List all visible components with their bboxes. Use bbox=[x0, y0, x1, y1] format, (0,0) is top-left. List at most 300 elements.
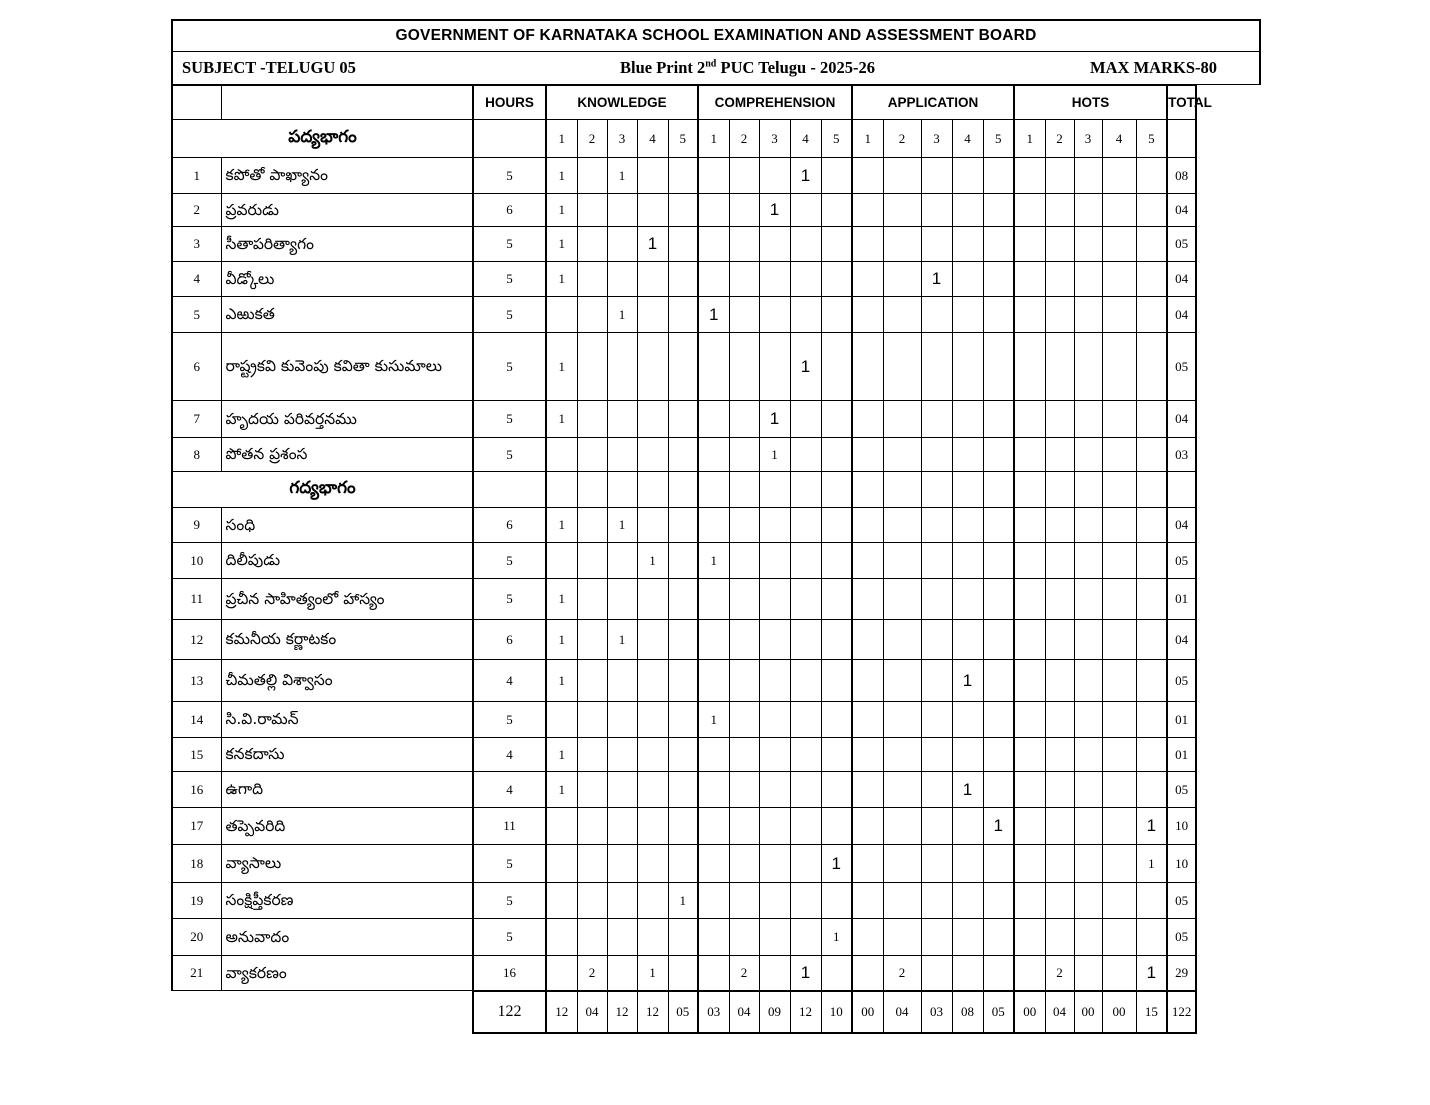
column-total: 00 bbox=[1074, 991, 1102, 1033]
mark-cell bbox=[577, 508, 607, 543]
mark-cell bbox=[668, 401, 698, 438]
mark-cell bbox=[1014, 333, 1045, 401]
mark-cell bbox=[729, 158, 759, 194]
mark-cell bbox=[1136, 919, 1167, 956]
blank-cell bbox=[983, 472, 1014, 508]
mark-number: 5 bbox=[821, 120, 852, 158]
mark-cell bbox=[668, 438, 698, 472]
hours-value: 11 bbox=[473, 808, 546, 845]
mark-cell bbox=[852, 808, 883, 845]
mark-cell bbox=[790, 401, 821, 438]
mark-cell bbox=[577, 401, 607, 438]
mark-cell bbox=[1074, 956, 1102, 991]
mark-cell bbox=[1136, 956, 1167, 991]
mark-cell bbox=[952, 401, 983, 438]
mark-number: 4 bbox=[637, 120, 668, 158]
section-title-prose: గద్యభాగం bbox=[172, 472, 473, 508]
total-header: TOTAL bbox=[1167, 86, 1196, 120]
mark-cell bbox=[790, 660, 821, 702]
mark-number: 3 bbox=[607, 120, 637, 158]
mark-cell bbox=[729, 227, 759, 262]
mark-cell bbox=[668, 158, 698, 194]
mark-cell bbox=[790, 919, 821, 956]
mark-cell bbox=[577, 808, 607, 845]
mark-cell bbox=[821, 738, 852, 772]
mark-cell bbox=[1014, 401, 1045, 438]
mark-cell bbox=[759, 808, 790, 845]
mark-cell bbox=[698, 956, 729, 991]
mark-cell bbox=[637, 227, 668, 262]
mark-cell bbox=[577, 543, 607, 579]
lesson-name: కమనీయ కర్ణాటకం bbox=[221, 620, 473, 660]
mark-cell bbox=[698, 660, 729, 702]
mark-cell bbox=[1102, 579, 1136, 620]
mark-value: 1 bbox=[800, 165, 811, 185]
mark-cell bbox=[790, 297, 821, 333]
mark-number: 2 bbox=[729, 120, 759, 158]
mark-cell bbox=[983, 660, 1014, 702]
mark-cell bbox=[790, 438, 821, 472]
mark-cell: 1 bbox=[698, 702, 729, 738]
mark-cell bbox=[921, 508, 952, 543]
mark-cell bbox=[983, 772, 1014, 808]
mark-cell bbox=[1014, 438, 1045, 472]
mark-cell bbox=[1014, 660, 1045, 702]
mark-cell bbox=[668, 772, 698, 808]
mark-cell bbox=[546, 845, 577, 883]
mark-cell bbox=[759, 194, 790, 227]
total-value: 05 bbox=[1167, 883, 1196, 919]
mark-cell bbox=[607, 845, 637, 883]
mark-cell bbox=[1045, 883, 1074, 919]
mark-cell: 1 bbox=[637, 543, 668, 579]
mark-cell bbox=[577, 194, 607, 227]
mark-cell bbox=[1014, 702, 1045, 738]
mark-cell: 1 bbox=[698, 543, 729, 579]
mark-cell bbox=[729, 660, 759, 702]
table-row bbox=[172, 438, 1286, 472]
blueprint-sheet bbox=[171, 19, 1261, 1034]
column-total: 12 bbox=[637, 991, 668, 1033]
total-value: 03 bbox=[1167, 438, 1196, 472]
mark-cell bbox=[698, 297, 729, 333]
mark-cell bbox=[921, 772, 952, 808]
mark-cell bbox=[883, 738, 921, 772]
mark-cell bbox=[852, 956, 883, 991]
mark-cell bbox=[668, 333, 698, 401]
mark-cell bbox=[668, 956, 698, 991]
marks-header-row bbox=[172, 120, 1286, 158]
mark-number: 4 bbox=[790, 120, 821, 158]
mark-cell bbox=[983, 438, 1014, 472]
table-row bbox=[172, 702, 1286, 738]
mark-cell: 2 bbox=[729, 956, 759, 991]
mark-cell bbox=[1136, 808, 1167, 845]
mark-number: 5 bbox=[668, 120, 698, 158]
mark-cell bbox=[698, 401, 729, 438]
mark-cell bbox=[759, 401, 790, 438]
mark-cell bbox=[546, 702, 577, 738]
mark-cell bbox=[983, 808, 1014, 845]
mark-cell bbox=[607, 333, 637, 401]
mark-cell bbox=[698, 438, 729, 472]
mark-cell bbox=[1045, 702, 1074, 738]
section-title-poetry: పద్యభాగం bbox=[172, 120, 473, 158]
mark-cell bbox=[1045, 660, 1074, 702]
hours-value: 5 bbox=[473, 227, 546, 262]
mark-cell bbox=[759, 508, 790, 543]
mark-cell bbox=[729, 333, 759, 401]
total-value: 04 bbox=[1167, 297, 1196, 333]
mark-cell bbox=[852, 845, 883, 883]
mark-cell bbox=[921, 738, 952, 772]
mark-cell bbox=[821, 956, 852, 991]
mark-cell bbox=[790, 772, 821, 808]
mark-cell: 1 bbox=[546, 194, 577, 227]
mark-cell bbox=[790, 808, 821, 845]
mark-cell bbox=[921, 620, 952, 660]
mark-cell bbox=[1014, 919, 1045, 956]
mark-cell bbox=[790, 620, 821, 660]
hours-value: 5 bbox=[473, 702, 546, 738]
mark-cell bbox=[952, 194, 983, 227]
column-total: 05 bbox=[668, 991, 698, 1033]
mark-cell bbox=[637, 508, 668, 543]
mark-cell bbox=[790, 883, 821, 919]
group-header-hots: HOTS bbox=[1014, 86, 1167, 120]
mark-cell bbox=[637, 919, 668, 956]
mark-cell: 1 bbox=[546, 508, 577, 543]
mark-cell bbox=[952, 808, 983, 845]
mark-cell: 1 bbox=[546, 158, 577, 194]
board-title-row bbox=[171, 19, 1261, 52]
mark-cell bbox=[883, 808, 921, 845]
table-row bbox=[172, 333, 1286, 401]
mark-cell bbox=[983, 333, 1014, 401]
mark-cell bbox=[607, 956, 637, 991]
mark-cell bbox=[607, 919, 637, 956]
lesson-name: సీతాపరిత్యాగం bbox=[221, 227, 473, 262]
column-total: 08 bbox=[952, 991, 983, 1033]
mark-cell bbox=[759, 297, 790, 333]
lesson-name: హృదయ పరివర్తనము bbox=[221, 401, 473, 438]
mark-cell bbox=[698, 620, 729, 660]
mark-cell bbox=[637, 194, 668, 227]
mark-cell bbox=[1102, 660, 1136, 702]
mark-cell bbox=[921, 956, 952, 991]
mark-cell bbox=[759, 158, 790, 194]
mark-cell bbox=[883, 401, 921, 438]
mark-cell bbox=[546, 297, 577, 333]
mark-cell bbox=[1136, 883, 1167, 919]
mark-cell bbox=[759, 702, 790, 738]
mark-cell bbox=[952, 262, 983, 297]
mark-cell bbox=[637, 158, 668, 194]
total-value: 05 bbox=[1167, 772, 1196, 808]
blank-cell bbox=[698, 472, 729, 508]
mark-cell bbox=[1102, 772, 1136, 808]
mark-cell bbox=[883, 919, 921, 956]
mark-number: 3 bbox=[759, 120, 790, 158]
row-number: 6 bbox=[172, 333, 221, 401]
mark-cell bbox=[883, 883, 921, 919]
lesson-name: సంధి bbox=[221, 508, 473, 543]
lesson-name: దిలీపుడు bbox=[221, 543, 473, 579]
mark-cell bbox=[852, 620, 883, 660]
mark-cell bbox=[637, 438, 668, 472]
row-number: 19 bbox=[172, 883, 221, 919]
mark-cell bbox=[1074, 702, 1102, 738]
mark-cell bbox=[1102, 401, 1136, 438]
mark-cell: 1 bbox=[607, 158, 637, 194]
blank-cell bbox=[952, 472, 983, 508]
mark-cell bbox=[698, 919, 729, 956]
mark-cell bbox=[1102, 808, 1136, 845]
lesson-name: ఉగాది bbox=[221, 772, 473, 808]
mark-cell bbox=[607, 194, 637, 227]
mark-cell bbox=[546, 438, 577, 472]
mark-value: 1 bbox=[962, 670, 973, 690]
mark-cell bbox=[668, 262, 698, 297]
mark-cell bbox=[1102, 956, 1136, 991]
mark-cell bbox=[577, 333, 607, 401]
row-number: 15 bbox=[172, 738, 221, 772]
hours-value: 5 bbox=[473, 543, 546, 579]
mark-cell bbox=[952, 772, 983, 808]
mark-cell: 1 bbox=[546, 620, 577, 660]
mark-cell bbox=[1074, 508, 1102, 543]
mark-cell bbox=[668, 808, 698, 845]
blank-cell bbox=[221, 991, 473, 1033]
mark-cell bbox=[983, 194, 1014, 227]
mark-cell bbox=[698, 845, 729, 883]
mark-number: 4 bbox=[952, 120, 983, 158]
row-number: 11 bbox=[172, 579, 221, 620]
mark-cell: 1 bbox=[821, 919, 852, 956]
mark-cell bbox=[577, 579, 607, 620]
mark-cell bbox=[698, 738, 729, 772]
row-number: 5 bbox=[172, 297, 221, 333]
blank-cell bbox=[172, 991, 221, 1033]
mark-cell bbox=[759, 262, 790, 297]
blank-cell bbox=[759, 472, 790, 508]
total-value: 29 bbox=[1167, 956, 1196, 991]
mark-cell bbox=[668, 702, 698, 738]
mark-cell bbox=[821, 508, 852, 543]
mark-cell bbox=[698, 508, 729, 543]
mark-cell bbox=[668, 297, 698, 333]
mark-cell bbox=[852, 772, 883, 808]
mark-cell bbox=[852, 660, 883, 702]
mark-cell bbox=[1045, 333, 1074, 401]
mark-cell bbox=[1102, 845, 1136, 883]
mark-number: 3 bbox=[1074, 120, 1102, 158]
mark-cell bbox=[821, 883, 852, 919]
total-value: 05 bbox=[1167, 227, 1196, 262]
mark-cell bbox=[1136, 772, 1167, 808]
mark-cell bbox=[1045, 158, 1074, 194]
mark-cell bbox=[577, 738, 607, 772]
table-row bbox=[172, 808, 1286, 845]
mark-cell bbox=[668, 738, 698, 772]
blank-cell bbox=[883, 472, 921, 508]
hours-value: 4 bbox=[473, 738, 546, 772]
lesson-name: పోతన ప్రశంస bbox=[221, 438, 473, 472]
mark-cell bbox=[1136, 262, 1167, 297]
mark-cell bbox=[1136, 401, 1167, 438]
mark-cell bbox=[607, 808, 637, 845]
mark-cell bbox=[1014, 508, 1045, 543]
row-number: 4 bbox=[172, 262, 221, 297]
mark-cell bbox=[1045, 738, 1074, 772]
row-number: 17 bbox=[172, 808, 221, 845]
mark-cell bbox=[821, 438, 852, 472]
mark-cell bbox=[1045, 543, 1074, 579]
mark-cell bbox=[698, 883, 729, 919]
mark-cell bbox=[1102, 262, 1136, 297]
mark-cell bbox=[821, 297, 852, 333]
mark-cell bbox=[952, 738, 983, 772]
mark-cell: 2 bbox=[1045, 956, 1074, 991]
mark-cell bbox=[607, 438, 637, 472]
column-total: 09 bbox=[759, 991, 790, 1033]
mark-cell bbox=[952, 543, 983, 579]
hours-value: 4 bbox=[473, 772, 546, 808]
column-total: 12 bbox=[607, 991, 637, 1033]
mark-cell bbox=[607, 579, 637, 620]
mark-cell bbox=[637, 738, 668, 772]
mark-cell bbox=[1014, 772, 1045, 808]
mark-number: 5 bbox=[1136, 120, 1167, 158]
row-number: 18 bbox=[172, 845, 221, 883]
mark-cell bbox=[1136, 227, 1167, 262]
mark-cell bbox=[1074, 883, 1102, 919]
mark-cell bbox=[668, 919, 698, 956]
table-row bbox=[172, 262, 1286, 297]
blank-cell bbox=[473, 472, 546, 508]
mark-cell bbox=[1045, 401, 1074, 438]
hours-value: 5 bbox=[473, 297, 546, 333]
mark-cell bbox=[729, 808, 759, 845]
mark-cell bbox=[1014, 227, 1045, 262]
column-total: 04 bbox=[729, 991, 759, 1033]
mark-cell bbox=[952, 845, 983, 883]
mark-value: 1 bbox=[1146, 962, 1157, 982]
mark-cell bbox=[729, 262, 759, 297]
table-row bbox=[172, 158, 1286, 194]
mark-value: 1 bbox=[800, 356, 811, 376]
mark-cell bbox=[883, 333, 921, 401]
group-header-application: APPLICATION bbox=[852, 86, 1014, 120]
blueprint-title-rest: PUC Telugu - 2025-26 bbox=[716, 58, 875, 77]
mark-cell bbox=[759, 883, 790, 919]
mark-cell bbox=[790, 579, 821, 620]
mark-cell bbox=[921, 333, 952, 401]
mark-cell bbox=[1045, 194, 1074, 227]
mark-cell bbox=[790, 702, 821, 738]
mark-cell bbox=[759, 738, 790, 772]
mark-cell bbox=[668, 194, 698, 227]
column-total: 00 bbox=[852, 991, 883, 1033]
mark-cell bbox=[729, 738, 759, 772]
mark-cell bbox=[952, 508, 983, 543]
table-row bbox=[172, 227, 1286, 262]
mark-cell bbox=[983, 401, 1014, 438]
mark-cell bbox=[729, 772, 759, 808]
mark-value: 1 bbox=[769, 200, 780, 219]
mark-cell bbox=[1102, 620, 1136, 660]
mark-cell bbox=[637, 808, 668, 845]
blank-cell bbox=[1136, 472, 1167, 508]
mark-cell bbox=[821, 579, 852, 620]
mark-cell bbox=[1074, 845, 1102, 883]
lesson-name: ప్రచీన సాహిత్యంలో హాస్యం bbox=[221, 579, 473, 620]
total-value: 05 bbox=[1167, 333, 1196, 401]
blank-cell bbox=[546, 472, 577, 508]
mark-number: 2 bbox=[883, 120, 921, 158]
blank-cell bbox=[729, 472, 759, 508]
mark-cell bbox=[921, 297, 952, 333]
mark-cell bbox=[729, 883, 759, 919]
total-value: 05 bbox=[1167, 543, 1196, 579]
mark-cell bbox=[952, 227, 983, 262]
mark-cell bbox=[1074, 808, 1102, 845]
mark-cell bbox=[952, 660, 983, 702]
mark-cell bbox=[852, 883, 883, 919]
mark-cell bbox=[698, 772, 729, 808]
table-row bbox=[172, 543, 1286, 579]
mark-cell bbox=[1074, 543, 1102, 579]
mark-cell bbox=[637, 620, 668, 660]
hours-value: 5 bbox=[473, 438, 546, 472]
group-header-comprehension: COMPREHENSION bbox=[698, 86, 852, 120]
mark-cell bbox=[607, 660, 637, 702]
blank-cell bbox=[790, 472, 821, 508]
mark-cell bbox=[1102, 158, 1136, 194]
lesson-name: చీమతల్లి విశ్వాసం bbox=[221, 660, 473, 702]
hours-value: 6 bbox=[473, 508, 546, 543]
mark-value: 1 bbox=[709, 304, 719, 324]
mark-cell bbox=[1045, 772, 1074, 808]
total-value: 04 bbox=[1167, 508, 1196, 543]
mark-value: 1 bbox=[993, 816, 1004, 835]
blank-cell bbox=[577, 472, 607, 508]
mark-cell bbox=[1045, 508, 1074, 543]
table-row bbox=[172, 508, 1286, 543]
mark-cell bbox=[729, 845, 759, 883]
mark-cell bbox=[983, 262, 1014, 297]
hours-value: 4 bbox=[473, 660, 546, 702]
mark-value: 1 bbox=[647, 234, 658, 253]
mark-cell bbox=[668, 579, 698, 620]
blank-cell bbox=[668, 472, 698, 508]
mark-cell bbox=[1074, 158, 1102, 194]
mark-cell bbox=[921, 660, 952, 702]
mark-cell bbox=[637, 401, 668, 438]
total-value: 01 bbox=[1167, 738, 1196, 772]
mark-cell bbox=[790, 738, 821, 772]
mark-cell bbox=[852, 227, 883, 262]
mark-cell bbox=[852, 919, 883, 956]
mark-cell bbox=[1136, 158, 1167, 194]
lesson-name: ప్రవరుడు bbox=[221, 194, 473, 227]
mark-cell bbox=[1102, 438, 1136, 472]
mark-cell bbox=[759, 956, 790, 991]
mark-cell bbox=[1014, 579, 1045, 620]
row-number: 16 bbox=[172, 772, 221, 808]
mark-cell bbox=[921, 579, 952, 620]
mark-value: 1 bbox=[931, 269, 942, 288]
